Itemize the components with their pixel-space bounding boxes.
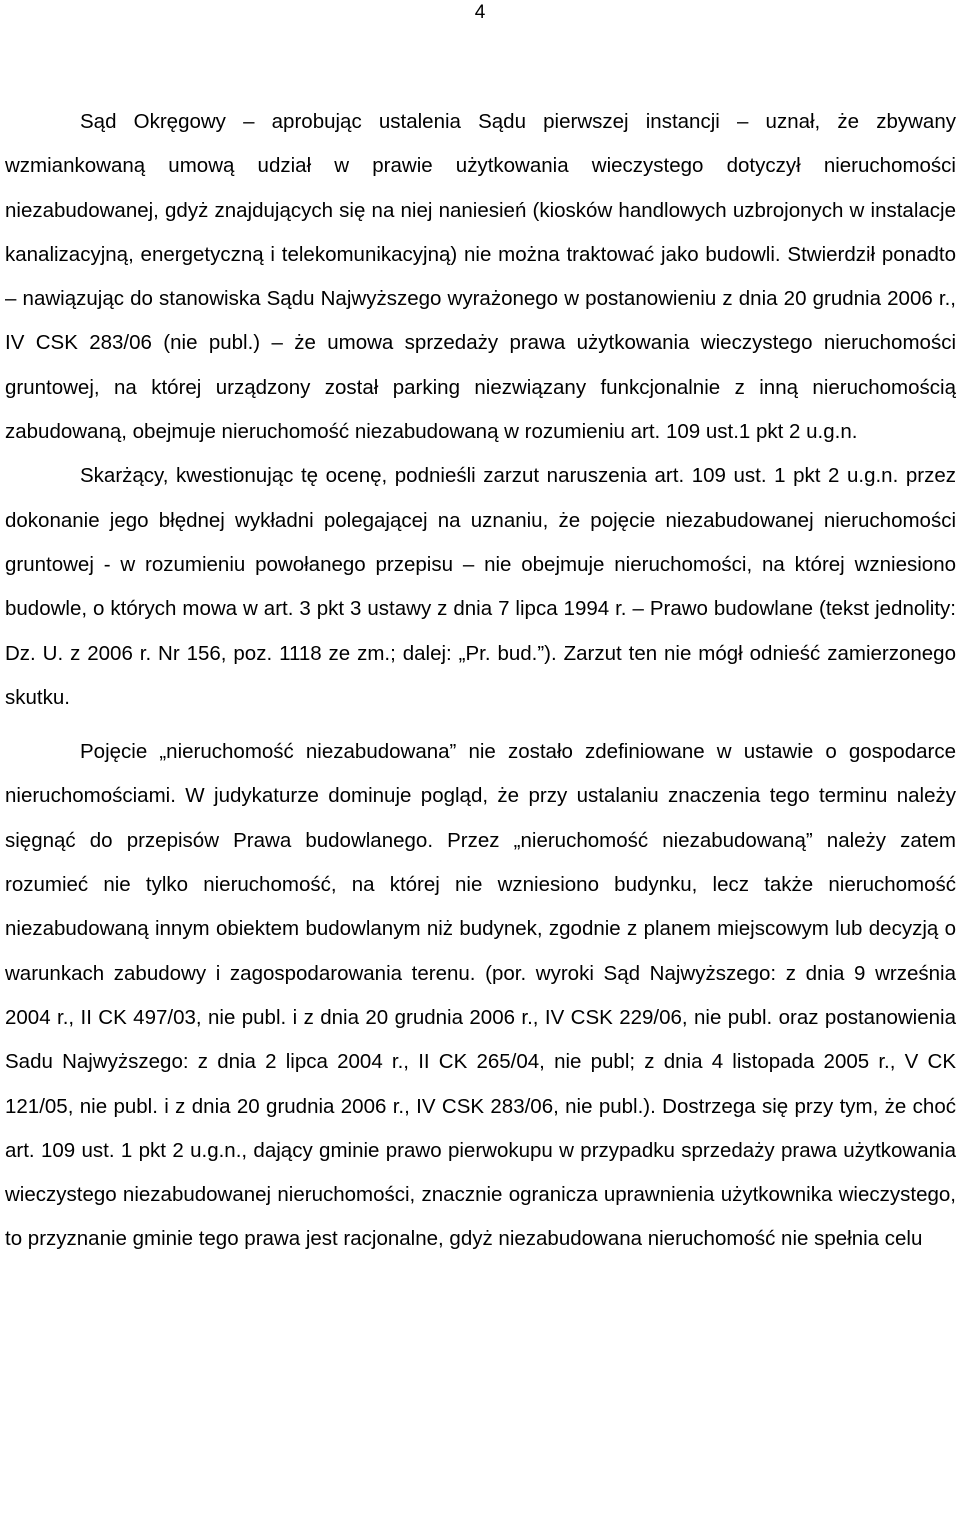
- document-body: [5, 100, 956, 1262]
- paragraph-1: Sąd Okręgowy – aprobując ustalenia Sądu pierwszej instancji – uznał, że zbywany wzmiankowaną umową udział w prawie użytkowania wieczystego dotyczył nieruchomości niezabudowanej, gdyż znajdujących się na niej naniesień (kiosków handlowych uzbrojonych w instalacje kanalizacyjną, energetyczną i telekomunikacyjną) nie można traktować jako budowli. Stwierdził ponadto – nawiązując do stanowiska Sądu Najwyższego wyrażonego w postanowieniu z dnia 20 grudnia 2006 r., IV CSK 283/06 (nie publ.) – że umowa sprzedaży prawa użytkowania wieczystego nieruchomości gruntowej, na której urządzony został parking niezwiązany funkcjonalnie z inną nieruchomością zabudowaną, obejmuje nieruchomość niezabudowaną w rozumieniu art. 109 ust.1 pkt 2 u.g.n.: [5, 110, 956, 444]
- paragraph-2: Skarżący, kwestionując tę ocenę, podnieśli zarzut naruszenia art. 109 ust. 1 pkt 2 u.g.n. przez dokonanie jego błędnej wykładni polegającej na uznaniu, że pojęcie niezabudowanej nieruchomości gruntowej - w rozumieniu powołanego przepisu – nie obejmuje nieruchomości, na której wzniesiono budowle, o których mowa w art. 3 pkt 3 ustawy z dnia 7 lipca 1994 r. – Prawo budowlane (tekst jednolity: Dz. U. z 2006 r. Nr 156, poz. 1118 ze zm.; dalej: „Pr. bud.”). Zarzut ten nie mógł odnieść zamierzonego skutku.: [5, 464, 956, 709]
- page-number: 4: [474, 2, 486, 23]
- paragraph-3: Pojęcie „nieruchomość niezabudowana” nie zostało zdefiniowane w ustawie o gospodarce nieruchomościami. W judykaturze dominuje pogląd, że przy ustalaniu znaczenia tego terminu należy sięgnąć do przepisów Prawa budowlanego. Przez „nieruchomość niezabudowaną” należy zatem rozumieć nie tylko nieruchomość, na której nie wzniesiono budynku, lecz także nieruchomość niezabudowaną innym obiektem budowlanym niż budynek, zgodnie z planem miejscowym lub decyzją o warunkach zabudowy i zagospodarowania terenu. (por. wyroki Sąd Najwyższego: z dnia 9 września 2004 r., II CK 497/03, nie publ. i z dnia 20 grudnia 2006 r., IV CSK 229/06, nie publ. oraz postanowienia Sadu Najwyższego: z dnia 2 lipca 2004 r., II CK 265/04, nie publ; z dnia 4 listopada 2005 r., V CK 121/05, nie publ. i z dnia 20 grudnia 2006 r., IV CSK 283/06, nie publ.). Dostrzega się przy tym, że choć art. 109 ust. 1 pkt 2 u.g.n., dający gminie prawo pierwokupu w przypadku sprzedaży prawa użytkowania wieczystego niezabudowanej nieruchomości, znacznie ogranicza uprawnienia użytkownika wieczystego, to przyznanie gminie tego prawa jest racjonalne, gdyż niezabudowana nieruchomość nie spełnia celu: [5, 740, 956, 1251]
